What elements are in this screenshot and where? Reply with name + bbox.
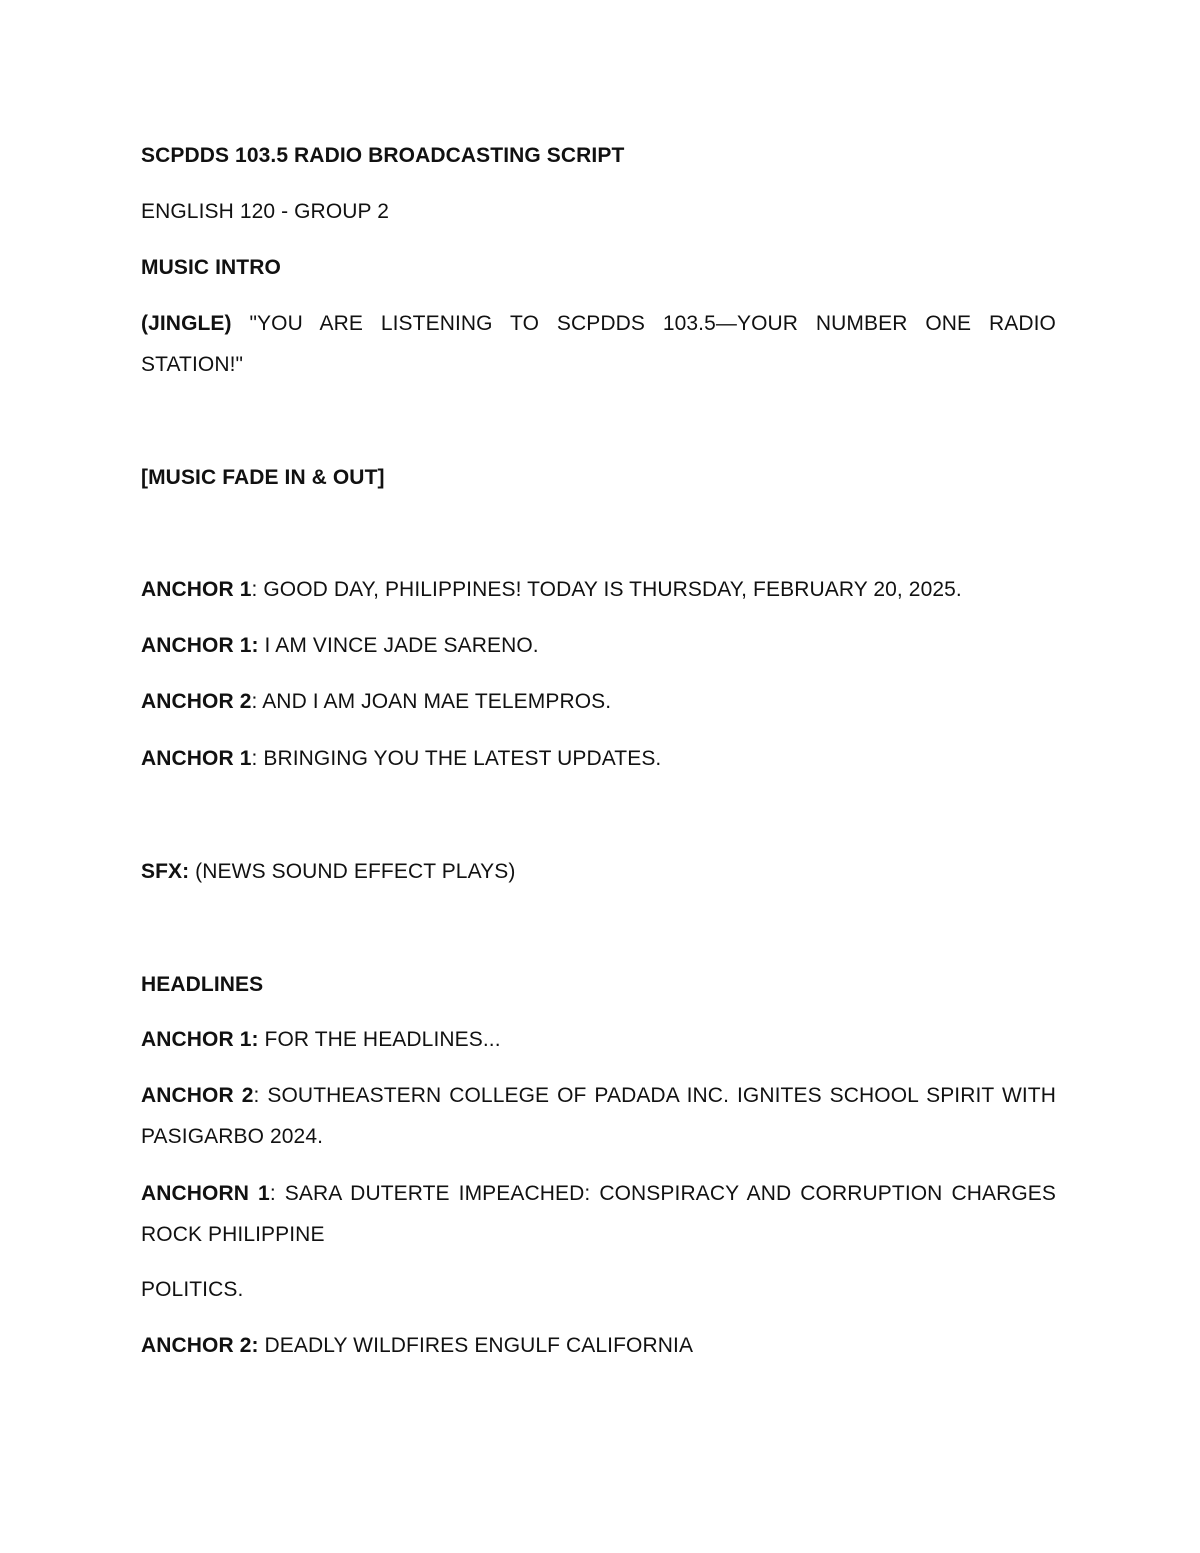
headlines-heading: HEADLINES [141,973,264,996]
music-fade-cue: [MUSIC FADE IN & OUT] [141,466,385,489]
jingle-paragraph [141,303,1056,385]
speaker-label: ANCHOR 2 [141,690,252,713]
line-text: SOUTHEASTERN COLLEGE OF PADADA INC. IGNITES SCHOOL SPIRIT WITH PASIGARBO 2024. [141,1084,1056,1148]
jingle-label: (JINGLE) [141,312,232,335]
speaker-label: ANCHOR 1 [141,747,252,770]
line-text: FOR THE HEADLINES... [264,1028,501,1051]
script-line [141,681,1056,722]
jingle-text: "YOU ARE LISTENING TO SCPDDS 103.5—YOUR NUMBER ONE RADIO STATION!" [141,312,1056,376]
line-text: SARA DUTERTE IMPEACHED: CONSPIRACY AND CORRUPTION CHARGES ROCK PHILIPPINE [141,1182,1056,1246]
document-title: SCPDDS 103.5 RADIO BROADCASTING SCRIPT [141,144,625,167]
sfx-label: SFX: [141,860,190,883]
speaker-label: ANCHOR 2: [141,1334,259,1357]
speaker-label: ANCHOR 1: [141,634,259,657]
line-text: DEADLY WILDFIRES ENGULF CALIFORNIA [264,1334,694,1357]
speaker-label: ANCHOR 1: [141,1028,259,1051]
line-text: AND I AM JOAN MAE TELEMPROS. [262,690,612,713]
script-line [141,1075,1056,1157]
script-line [141,1325,1056,1366]
sfx-text: (NEWS SOUND EFFECT PLAYS) [189,860,516,883]
speaker-label: ANCHOR 1 [141,578,252,601]
speaker-label: ANCHOR 2 [141,1084,254,1107]
line-text: BRINGING YOU THE LATEST UPDATES. [263,747,662,770]
script-line [141,625,1056,666]
script-line-continuation: POLITICS. [141,1278,244,1301]
speaker-separator: : [251,747,264,770]
line-text: GOOD DAY, PHILIPPINES! TODAY IS THURSDAY, FEBRUARY 20, 2025. [263,578,962,601]
speaker-separator: : [251,578,264,601]
script-line [141,1173,1056,1255]
music-intro-heading: MUSIC INTRO [141,256,281,279]
document-subtitle: ENGLISH 120 - GROUP 2 [141,200,389,223]
speaker-separator: : [251,690,263,713]
speaker-separator: : [253,1084,268,1107]
speaker-separator: : [269,1182,285,1205]
line-text: I AM VINCE JADE SARENO. [264,634,539,657]
script-line [141,1019,1056,1060]
speaker-label: ANCHORN 1 [141,1182,270,1205]
script-line [141,569,1056,610]
sfx-line [141,851,1056,892]
script-line [141,738,1056,779]
